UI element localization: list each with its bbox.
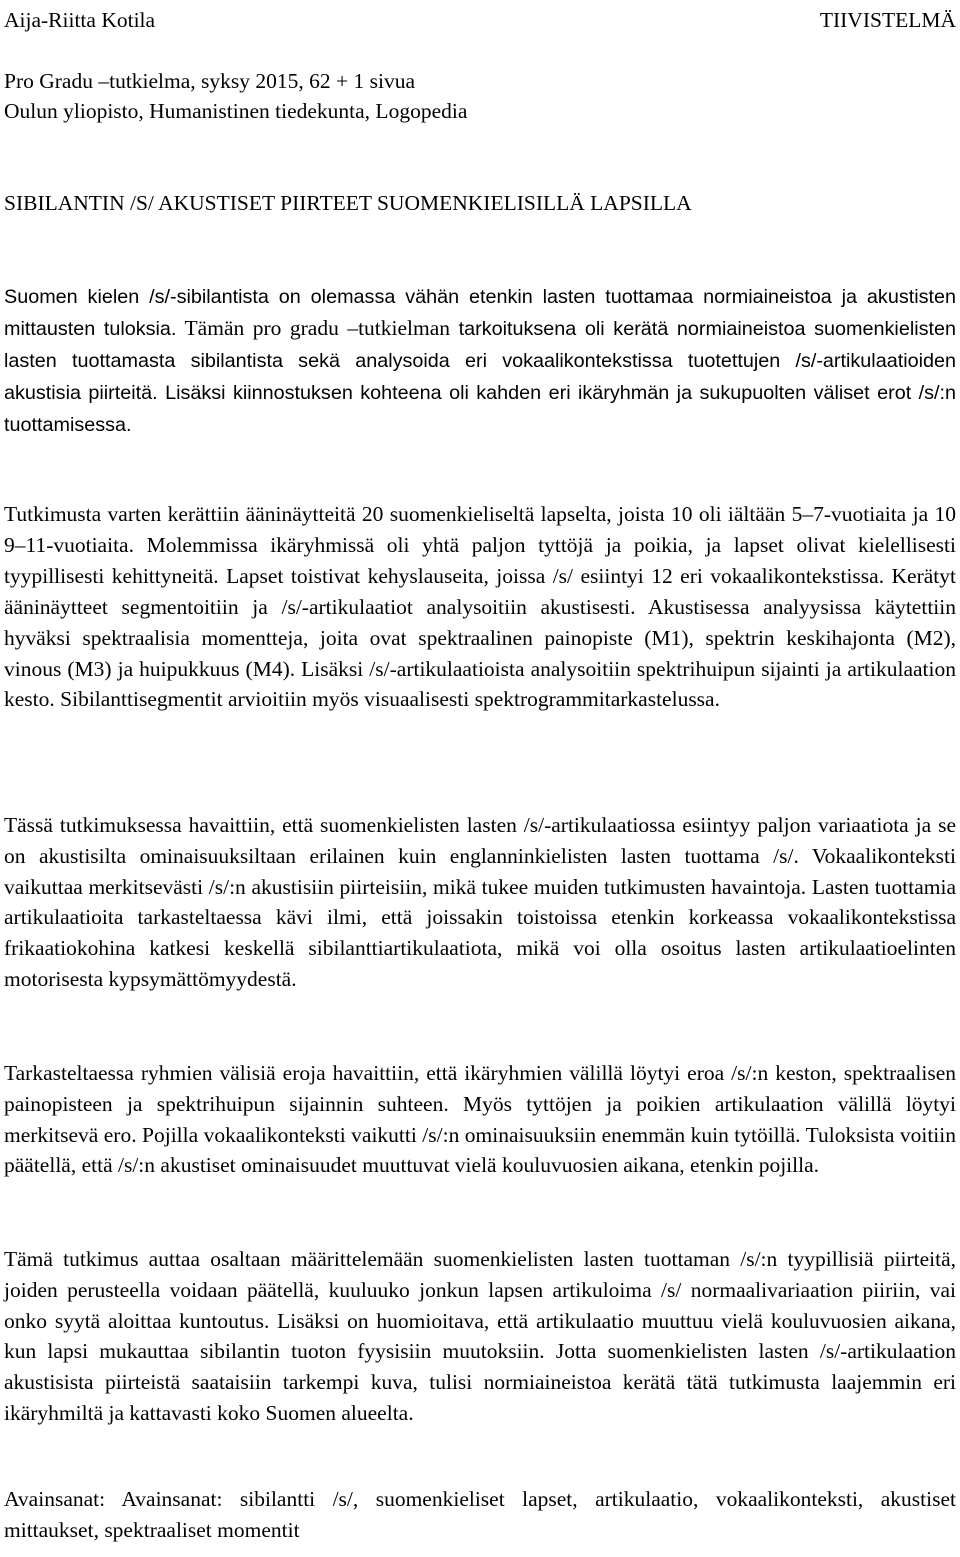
thesis-info-line: Pro Gradu –tutkielma, syksy 2015, 62 + 1 sivua [4, 69, 416, 93]
abstract-paragraph-5: Tämä tutkimus auttaa osaltaan määrittelemään suomenkielisten lasten tuottaman /s/:n tyypillisiä piirteitä, joiden perusteella voidaan päätellä, kuuluuko jonkun lapsen artikuloima /s/ normaalivariaation piiriin, vai onko syytä aloittaa kuntoutus. Lisäksi on huomioitava, että artikulaatio muuttuu vielä kouluvuosien aikana, kun lapsi mukauttaa sibilantin tuoton fyysisiin muutoksiin. Jotta suomenkielisten lasten /s/-artikulaation akustisista piirteistä saataisiin tarkempi kuva, tulisi normiaineistoa kerätä tätä tutkimusta laajemmin eri ikäryhmiltä ja kattavasti koko Suomen alueelta. [4, 1247, 956, 1425]
keywords-paragraph: Avainsanat: Avainsanat: sibilantti /s/, suomenkieliset lapset, artikulaatio, vokaalikonteksti, akustiset mittaukset, spektraaliset momentit [4, 1487, 956, 1542]
thesis-metadata [4, 66, 467, 126]
university-info-line: Oulun yliopisto, Humanistinen tiedekunta, Logopedia [4, 99, 468, 123]
document-type-label: TIIVISTELMÄ [819, 8, 956, 32]
abstract-paragraph-3: Tässä tutkimuksessa havaittiin, että suomenkielisten lasten /s/-artikulaatiossa esiintyy paljon variaatiota ja se on akustisilta ominaisuuksiltaan erilainen kuin englanninkielisten lasten tuottama /s/. Vokaalikonteksti vaikuttaa merkitsevästi /s/:n akustisiin piirteisiin, mikä tukee muiden tutkimusten havaintoja. Lasten tuottamia artikulaatioita tarkasteltaessa kävi ilmi, että joissakin toistoissa etenkin korkeassa vokaalikontekstissa frikaatiokohina katkesi keskellä sibilanttiartikulaatiota, mikä voi olla osoitus lasten artikulaatioelinten motorisesta kypsymättömyydestä. [4, 813, 956, 991]
paragraph-1-part-3: tarkoituksena oli kerätä normiaineistoa suomenkielisten lasten tuottamasta sibilantista sekä analysoida eri vokaalikontekstissa tuotettujen /s/-artikulaatioiden akustisia piirteitä. Lisäksi kiinnostuksen kohteena oli kahden eri ikäryhmän ja sukupuolten väliset erot /s/:n tuottamisessa. [4, 317, 956, 436]
abstract-paragraph-2: Tutkimusta varten kerättiin ääninäytteitä 20 suomenkieliseltä lapselta, joista 10 oli iältään 5–7-vuotiaita ja 10 9–11-vuotiaita. Molemmissa ikäryhmissä oli yhtä paljon tyttöjä ja poikia, ja lapset olivat kielellisesti tyypillisesti kehittyneitä. Lapset toistivat kehyslauseita, joissa /s/ esiintyi 12 eri vokaalikontekstissa. Kerätyt ääninäytteet segmentoitiin ja /s/-artikulaatiot analysoitiin akustisesti. Akustisessa analyysissa käytettiin hyväksi spektraalisia momentteja, joita ovat spektraalinen painopiste (M1), spektrin keskihajonta (M2), vinous (M3) ja huipukkuus (M4). Lisäksi /s/-artikulaatioista analysoitiin spektrihuipun sijainti ja artikulaation kesto. Sibilanttisegmentit arvioitiin myös visuaalisesti spektrogrammitarkastelussa. [4, 502, 956, 712]
abstract-paragraph-4: Tarkasteltaessa ryhmien välisiä eroja havaittiin, että ikäryhmien välillä löytyi eroa /s/:n keston, spektraalisen painopisteen ja spektrihuipun sijainnin suhteen. Myös tyttöjen ja poikien artikulaation välillä löytyi merkitsevä ero. Pojilla vokaalikonteksti vaikutti /s/:n ominaisuuksiin enemmän kuin tytöillä. Tuloksista voitiin päätellä, että /s/:n akustiset ominaisuudet muuttuvat vielä kouluvuosien aikana, etenkin pojilla. [4, 1061, 956, 1178]
page-header [4, 6, 956, 34]
thesis-title: SIBILANTIN /S/ AKUSTISET PIIRTEET SUOMENKIELISILLÄ LAPSILLA [4, 191, 692, 215]
abstract-paragraph-1 [4, 281, 956, 441]
author-name: Aija-Riitta Kotila [4, 8, 156, 32]
paragraph-1-part-1: Suomen kielen /s/-sibilantista on olemassa vähän etenkin lasten tuottamaa normiaineistoa ja akustisten mittausten tuloksia. [4, 286, 956, 340]
paragraph-1-part-2: Tämän pro gradu –tutkielman [176, 315, 451, 340]
